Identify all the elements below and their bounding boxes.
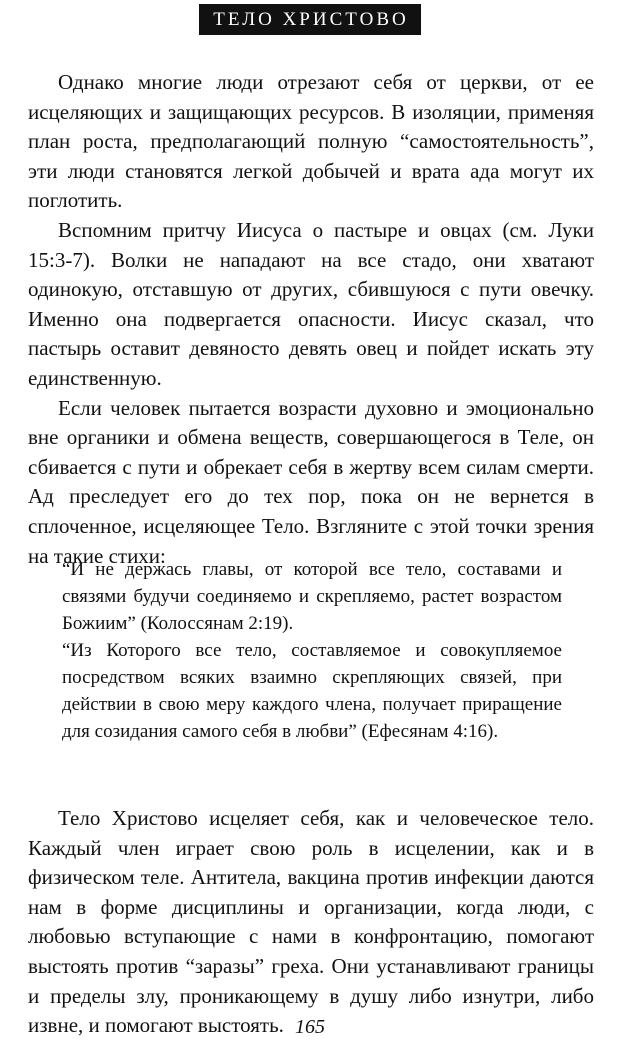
paragraph: Если человек пытается возрасти духовно и эмоционально вне органики и обмена веществ, совершающегося в Теле, он сбивается с пути и обрекает себя в жертву всем силам смерти. Ад преследует его до тех пор, пока он не вернется в сплоченное, исцеляющее Тело. Взгляните с этой точки зрения на такие стихи: — [28, 395, 594, 568]
body-text-bottom — [28, 804, 594, 1041]
page-number: 165 — [295, 1016, 325, 1038]
closing-paragraph: Тело Христово исцеляет себя, как и человеческое тело. Каждый член играет свою роль в исцелении, как и в физическом теле. Антитела, вакцина против инфекции даются нам в форме дисциплины и организации, когда люди, с любовью вступающие с нами в конфронтацию, помогают выстоять против “заразы” греха. Они устанавливают границы и пределы злу, проникающему в душу либо изнутри, либо извне, и помогают выстоять. — [28, 806, 594, 1038]
paragraph: Вспомним притчу Иисуса о пастыре и овцах (см. Луки 15:3-7). Волки не нападают на все стадо, они хватают одинокую, отставшую от других, сбившуюся с пути овечку. Именно она подвергается опасности. Иисус сказал, что пастырь оставит девяносто девять овец и пойдет искать эту единственную. — [28, 217, 594, 390]
running-header — [0, 4, 620, 35]
running-title: ТЕЛО ХРИСТОВО — [199, 4, 420, 35]
scripture-quotes — [62, 556, 562, 745]
body-text-top — [28, 68, 594, 571]
scripture-quote: “И не держась главы, от которой все тело, составами и связями будучи соединяемо и скрепляемо, растет возрастом Божиим” (Колоссянам 2:19). — [62, 559, 562, 634]
scripture-quote: “Из Которого все тело, составляемое и совокупляемое посредством всяких взаимно скрепляющих связей, при действии в свою меру каждого члена, получает приращение для созидания самого себя в любви” (Ефесянам 4:16). — [62, 640, 562, 742]
paragraph: Однако многие люди отрезают себя от церкви, от ее исцеляющих и защищающих ресурсов. В изоляции, применяя план роста, предполагающий полную “самостоятельность”, эти люди становятся легкой добычей и врата ада могут их поглотить. — [28, 70, 594, 213]
